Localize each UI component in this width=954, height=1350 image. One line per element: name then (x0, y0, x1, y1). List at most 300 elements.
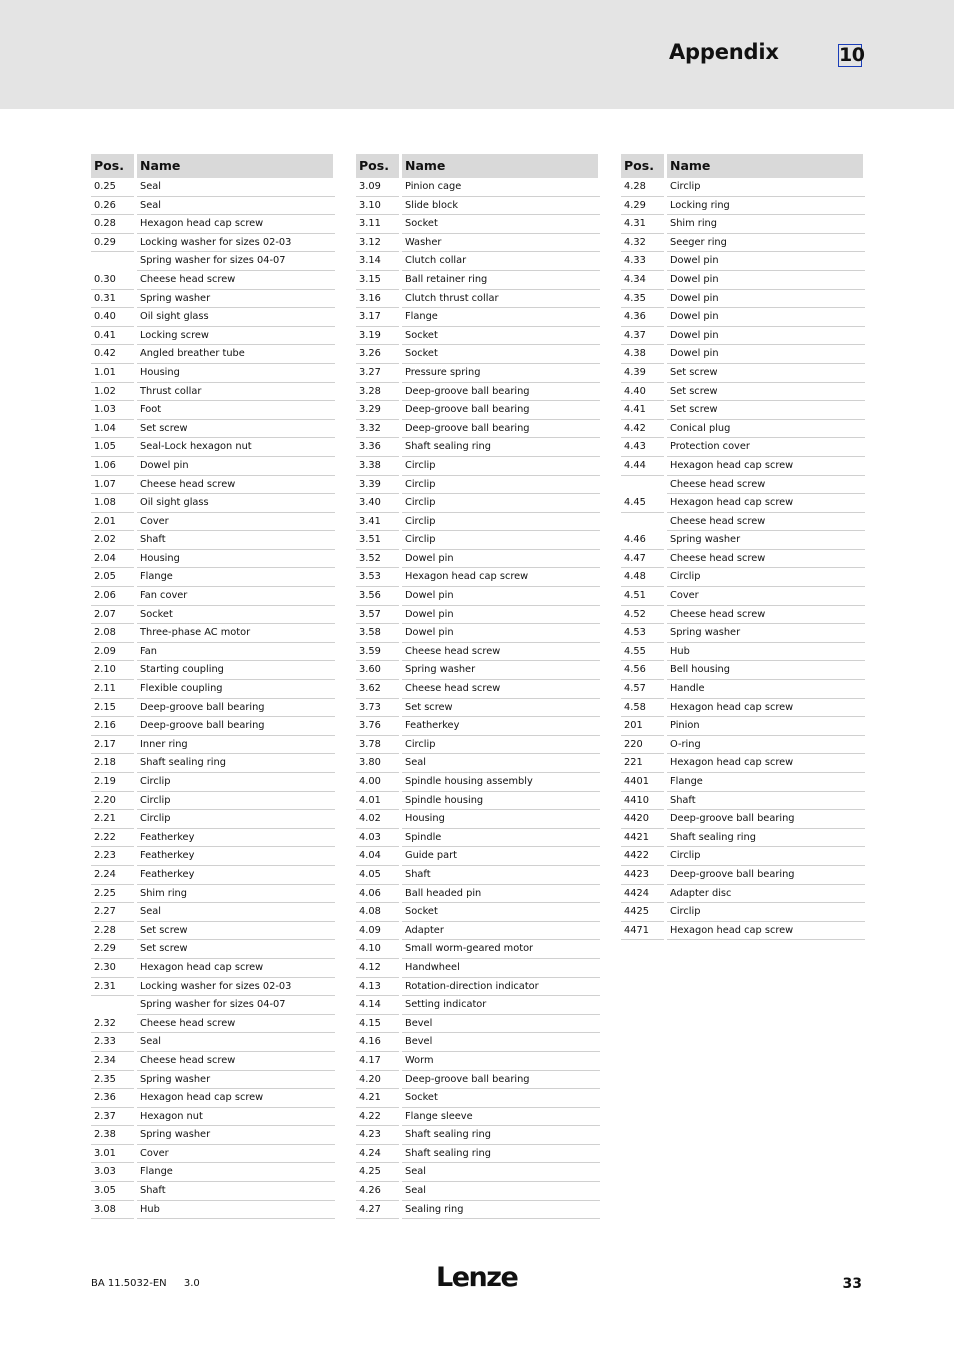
name-cell: Worm (402, 1052, 600, 1071)
table-row (356, 1163, 600, 1182)
table-row (91, 234, 335, 253)
name-cell: Locking washer for sizes 02-03 (137, 234, 335, 253)
pos-cell: 3.09 (356, 178, 399, 197)
name-cell: Clutch collar (402, 252, 600, 271)
table-row (621, 197, 865, 216)
name-column-header: Name (402, 154, 598, 178)
pos-cell: 2.17 (91, 736, 134, 755)
table-row (91, 420, 335, 439)
table-row (91, 197, 335, 216)
pos-cell: 0.31 (91, 290, 134, 309)
pos-cell: 3.28 (356, 383, 399, 402)
table-row (91, 940, 335, 959)
pos-cell: 4.33 (621, 252, 664, 271)
pos-cell: 2.25 (91, 885, 134, 904)
name-cell: Handwheel (402, 959, 600, 978)
name-cell: Pinion (667, 717, 865, 736)
table-row (356, 568, 600, 587)
name-cell: Inner ring (137, 736, 335, 755)
name-cell: Shaft (402, 866, 600, 885)
pos-cell: 4471 (621, 922, 664, 941)
table-row (356, 587, 600, 606)
table-row (356, 1089, 600, 1108)
table-row (356, 345, 600, 364)
table-row (91, 383, 335, 402)
table-row (356, 624, 600, 643)
name-cell: Circlip (137, 792, 335, 811)
table-row (356, 1126, 600, 1145)
name-cell: Socket (402, 215, 600, 234)
table-row (621, 624, 865, 643)
pos-cell: 4.25 (356, 1163, 399, 1182)
name-cell: Shaft sealing ring (402, 1126, 600, 1145)
name-cell: Circlip (402, 494, 600, 513)
table-row (621, 420, 865, 439)
pos-cell: 3.03 (91, 1163, 134, 1182)
table-row (356, 308, 600, 327)
table-row (621, 922, 865, 941)
table-row (91, 661, 335, 680)
name-cell: Featherkey (137, 829, 335, 848)
name-cell: Angled breather tube (137, 345, 335, 364)
pos-cell: 3.76 (356, 717, 399, 736)
table-row (356, 476, 600, 495)
name-cell: Cheese head screw (137, 1052, 335, 1071)
name-cell: Dowel pin (667, 345, 865, 364)
name-cell: Set screw (667, 364, 865, 383)
name-cell: Shim ring (667, 215, 865, 234)
table-row (356, 754, 600, 773)
table-row (91, 1089, 335, 1108)
pos-cell: 3.60 (356, 661, 399, 680)
pos-cell: 3.53 (356, 568, 399, 587)
table-row (356, 736, 600, 755)
name-column-header: Name (667, 154, 863, 178)
table-row (356, 866, 600, 885)
table-row (91, 717, 335, 736)
pos-cell: 1.01 (91, 364, 134, 383)
table-row (356, 940, 600, 959)
table-row (91, 457, 335, 476)
pos-cell: 2.08 (91, 624, 134, 643)
pos-cell: 3.11 (356, 215, 399, 234)
name-cell: Set screw (667, 401, 865, 420)
pos-cell: 1.03 (91, 401, 134, 420)
name-cell: Clutch thrust collar (402, 290, 600, 309)
table-body (621, 178, 865, 940)
table-row (621, 773, 865, 792)
pos-cell: 4.28 (621, 178, 664, 197)
name-cell: Flange (402, 308, 600, 327)
name-cell: Hub (137, 1201, 335, 1220)
pos-cell: 0.41 (91, 327, 134, 346)
table-row (91, 847, 335, 866)
name-cell: Bell housing (667, 661, 865, 680)
name-cell: Cheese head screw (402, 643, 600, 662)
pos-cell: 3.10 (356, 197, 399, 216)
pos-cell: 2.19 (91, 773, 134, 792)
table-row (356, 550, 600, 569)
pos-cell: 3.59 (356, 643, 399, 662)
lenze-logo: Lenze (436, 1262, 518, 1293)
name-cell: Deep-groove ball bearing (137, 717, 335, 736)
pos-cell: 3.62 (356, 680, 399, 699)
table-row (356, 1108, 600, 1127)
table-row (356, 178, 600, 197)
parts-table-3 (621, 154, 865, 940)
table-row (91, 364, 335, 383)
pos-cell: 2.20 (91, 792, 134, 811)
name-cell: Spring washer for sizes 04-07 (137, 996, 335, 1015)
name-cell: Set screw (667, 383, 865, 402)
table-row (621, 736, 865, 755)
name-cell: Circlip (667, 847, 865, 866)
pos-cell: 4.34 (621, 271, 664, 290)
table-row (356, 885, 600, 904)
table-row (356, 810, 600, 829)
name-cell: Deep-groove ball bearing (667, 866, 865, 885)
table-row (621, 476, 865, 495)
name-cell: Shim ring (137, 885, 335, 904)
name-cell: Thrust collar (137, 383, 335, 402)
pos-cell: 4.53 (621, 624, 664, 643)
table-row (621, 215, 865, 234)
name-cell: O-ring (667, 736, 865, 755)
name-cell: Circlip (137, 773, 335, 792)
pos-cell: 3.29 (356, 401, 399, 420)
table-row (621, 643, 865, 662)
pos-cell: 4.43 (621, 438, 664, 457)
pos-cell: 0.42 (91, 345, 134, 364)
page-title: Appendix (669, 40, 779, 64)
table-row (91, 494, 335, 513)
name-cell: Oil sight glass (137, 494, 335, 513)
table-row (91, 550, 335, 569)
name-cell: Seal-Lock hexagon nut (137, 438, 335, 457)
table-row (621, 308, 865, 327)
table-row (621, 457, 865, 476)
name-cell: Hexagon head cap screw (667, 457, 865, 476)
table-row (91, 773, 335, 792)
name-cell: Shaft (667, 792, 865, 811)
name-cell: Spring washer for sizes 04-07 (137, 252, 335, 271)
name-cell: Deep-groove ball bearing (402, 383, 600, 402)
pos-cell: 4.38 (621, 345, 664, 364)
table-row (91, 736, 335, 755)
pos-cell: 4.24 (356, 1145, 399, 1164)
name-cell: Dowel pin (667, 327, 865, 346)
pos-cell: 3.16 (356, 290, 399, 309)
pos-cell: 4.41 (621, 401, 664, 420)
pos-column-header: Pos. (621, 154, 664, 178)
pos-cell: 4.32 (621, 234, 664, 253)
pos-cell: 4410 (621, 792, 664, 811)
name-cell: Ball headed pin (402, 885, 600, 904)
pos-cell: 2.30 (91, 959, 134, 978)
pos-cell: 3.41 (356, 513, 399, 532)
pos-cell: 4.45 (621, 494, 664, 513)
pos-cell: 4.09 (356, 922, 399, 941)
table-row (356, 327, 600, 346)
pos-cell: 4.15 (356, 1015, 399, 1034)
pos-cell: 2.09 (91, 643, 134, 662)
name-cell: Hexagon head cap screw (667, 922, 865, 941)
table-row (356, 290, 600, 309)
table-row (356, 922, 600, 941)
table-row (621, 513, 865, 532)
table-row (356, 847, 600, 866)
table-row (356, 215, 600, 234)
table-row (621, 550, 865, 569)
table-row (356, 383, 600, 402)
table-row (356, 903, 600, 922)
table-row (356, 531, 600, 550)
table-row (91, 587, 335, 606)
table-row (356, 643, 600, 662)
pos-cell: 3.38 (356, 457, 399, 476)
table-row (621, 847, 865, 866)
table-row (91, 624, 335, 643)
name-cell: Socket (137, 606, 335, 625)
pos-cell: 4.47 (621, 550, 664, 569)
name-cell: Pinion cage (402, 178, 600, 197)
pos-cell: 1.04 (91, 420, 134, 439)
table-row (91, 754, 335, 773)
name-cell: Spring washer (137, 1071, 335, 1090)
table-row (621, 271, 865, 290)
table-row (356, 996, 600, 1015)
name-cell: Dowel pin (402, 550, 600, 569)
name-cell: Hexagon head cap screw (137, 1089, 335, 1108)
table-row (91, 680, 335, 699)
name-cell: Hexagon head cap screw (137, 959, 335, 978)
pos-cell: 4.26 (356, 1182, 399, 1201)
name-cell: Dowel pin (137, 457, 335, 476)
pos-cell: 4.05 (356, 866, 399, 885)
pos-cell: 2.18 (91, 754, 134, 773)
table-header (91, 154, 335, 178)
name-cell: Circlip (402, 531, 600, 550)
name-cell: Small worm-geared motor (402, 940, 600, 959)
name-cell: Spring washer (137, 290, 335, 309)
table-row (356, 1145, 600, 1164)
pos-cell: 4.37 (621, 327, 664, 346)
name-cell: Featherkey (402, 717, 600, 736)
pos-cell: 3.27 (356, 364, 399, 383)
table-header (356, 154, 600, 178)
name-cell: Cheese head screw (667, 513, 865, 532)
name-cell: Locking washer for sizes 02-03 (137, 978, 335, 997)
pos-cell: 0.26 (91, 197, 134, 216)
pos-cell: 4.55 (621, 643, 664, 662)
pos-cell: 4.03 (356, 829, 399, 848)
footer-document-info (91, 1278, 214, 1289)
name-cell: Cheese head screw (402, 680, 600, 699)
table-row (621, 178, 865, 197)
document-version: 3.0 (183, 1278, 200, 1289)
pos-cell: 4.12 (356, 959, 399, 978)
pos-cell: 2.16 (91, 717, 134, 736)
name-cell: Deep-groove ball bearing (137, 699, 335, 718)
document-id: BA 11.5032-EN (91, 1278, 167, 1289)
pos-cell: 4.46 (621, 531, 664, 550)
name-cell: Set screw (137, 940, 335, 959)
name-cell: Three-phase AC motor (137, 624, 335, 643)
name-cell: Seal (402, 1163, 600, 1182)
pos-cell (621, 476, 664, 495)
name-cell: Hexagon head cap screw (402, 568, 600, 587)
name-cell: Deep-groove ball bearing (402, 1071, 600, 1090)
name-cell: Shaft (137, 1182, 335, 1201)
pos-cell: 221 (621, 754, 664, 773)
table-row (356, 457, 600, 476)
name-cell: Dowel pin (402, 606, 600, 625)
name-cell: Hexagon nut (137, 1108, 335, 1127)
table-row (91, 699, 335, 718)
pos-cell: 2.07 (91, 606, 134, 625)
pos-cell: 4.42 (621, 420, 664, 439)
table-row (91, 606, 335, 625)
pos-cell: 2.21 (91, 810, 134, 829)
pos-cell: 4.40 (621, 383, 664, 402)
pos-cell: 4401 (621, 773, 664, 792)
pos-cell: 1.06 (91, 457, 134, 476)
table-row (91, 1108, 335, 1127)
table-body (356, 178, 600, 1219)
name-cell: Shaft sealing ring (402, 1145, 600, 1164)
page-number: 33 (842, 1276, 862, 1292)
name-cell: Flange (137, 1163, 335, 1182)
pos-cell: 1.05 (91, 438, 134, 457)
pos-cell: 4.22 (356, 1108, 399, 1127)
name-cell: Adapter disc (667, 885, 865, 904)
pos-cell: 4.16 (356, 1033, 399, 1052)
pos-cell: 2.11 (91, 680, 134, 699)
pos-cell: 3.15 (356, 271, 399, 290)
pos-cell: 3.57 (356, 606, 399, 625)
table-row (91, 1201, 335, 1220)
pos-cell: 2.01 (91, 513, 134, 532)
name-cell: Set screw (137, 922, 335, 941)
name-cell: Handle (667, 680, 865, 699)
name-cell: Oil sight glass (137, 308, 335, 327)
table-row (91, 215, 335, 234)
name-column-header: Name (137, 154, 333, 178)
pos-cell: 4.04 (356, 847, 399, 866)
pos-cell: 2.05 (91, 568, 134, 587)
name-cell: Circlip (667, 178, 865, 197)
table-row (356, 271, 600, 290)
name-cell: Sealing ring (402, 1201, 600, 1220)
pos-cell: 4421 (621, 829, 664, 848)
pos-cell: 3.52 (356, 550, 399, 569)
table-row (91, 568, 335, 587)
table-row (621, 717, 865, 736)
table-row (91, 1033, 335, 1052)
name-cell: Cover (667, 587, 865, 606)
name-cell: Hexagon head cap screw (667, 494, 865, 513)
name-cell: Protection cover (667, 438, 865, 457)
pos-cell: 0.30 (91, 271, 134, 290)
name-cell: Seeger ring (667, 234, 865, 253)
table-row (621, 568, 865, 587)
table-body (91, 178, 335, 1219)
table-row (91, 252, 335, 271)
pos-cell: 3.32 (356, 420, 399, 439)
table-row (621, 438, 865, 457)
chapter-number-link[interactable]: 10 (839, 44, 865, 66)
table-row (91, 513, 335, 532)
name-cell: Seal (402, 754, 600, 773)
name-cell: Cheese head screw (137, 271, 335, 290)
pos-cell: 4.23 (356, 1126, 399, 1145)
pos-cell: 2.23 (91, 847, 134, 866)
pos-column-header: Pos. (356, 154, 399, 178)
table-row (356, 1052, 600, 1071)
table-row (91, 1145, 335, 1164)
pos-cell: 3.01 (91, 1145, 134, 1164)
pos-cell: 220 (621, 736, 664, 755)
table-row (356, 252, 600, 271)
table-row (356, 420, 600, 439)
name-cell: Cover (137, 1145, 335, 1164)
name-cell: Cheese head screw (667, 550, 865, 569)
pos-cell: 3.80 (356, 754, 399, 773)
name-cell: Rotation-direction indicator (402, 978, 600, 997)
table-row (91, 1182, 335, 1201)
table-row (621, 792, 865, 811)
header-band (0, 0, 954, 109)
pos-cell: 2.22 (91, 829, 134, 848)
table-row (91, 1015, 335, 1034)
table-row (356, 699, 600, 718)
pos-cell: 2.38 (91, 1126, 134, 1145)
table-row (91, 531, 335, 550)
name-cell: Spring washer (137, 1126, 335, 1145)
pos-cell: 3.39 (356, 476, 399, 495)
pos-cell: 4.10 (356, 940, 399, 959)
name-cell: Dowel pin (402, 587, 600, 606)
table-row (621, 345, 865, 364)
pos-cell: 3.26 (356, 345, 399, 364)
table-row (91, 792, 335, 811)
table-row (91, 476, 335, 495)
pos-cell: 3.08 (91, 1201, 134, 1220)
table-row (91, 922, 335, 941)
name-cell: Hub (667, 643, 865, 662)
pos-cell: 4.08 (356, 903, 399, 922)
pos-cell: 4425 (621, 903, 664, 922)
name-cell: Set screw (137, 420, 335, 439)
pos-cell: 4.29 (621, 197, 664, 216)
table-row (356, 197, 600, 216)
name-cell: Slide block (402, 197, 600, 216)
name-cell: Seal (137, 197, 335, 216)
table-row (91, 903, 335, 922)
table-row (356, 792, 600, 811)
table-row (356, 717, 600, 736)
table-row (356, 959, 600, 978)
table-header (621, 154, 865, 178)
table-row (91, 885, 335, 904)
table-row (356, 1201, 600, 1220)
pos-cell: 3.36 (356, 438, 399, 457)
pos-cell: 3.40 (356, 494, 399, 513)
parts-table-1 (91, 154, 335, 1219)
name-cell: Dowel pin (667, 252, 865, 271)
name-cell: Dowel pin (667, 308, 865, 327)
name-cell: Ball retainer ring (402, 271, 600, 290)
